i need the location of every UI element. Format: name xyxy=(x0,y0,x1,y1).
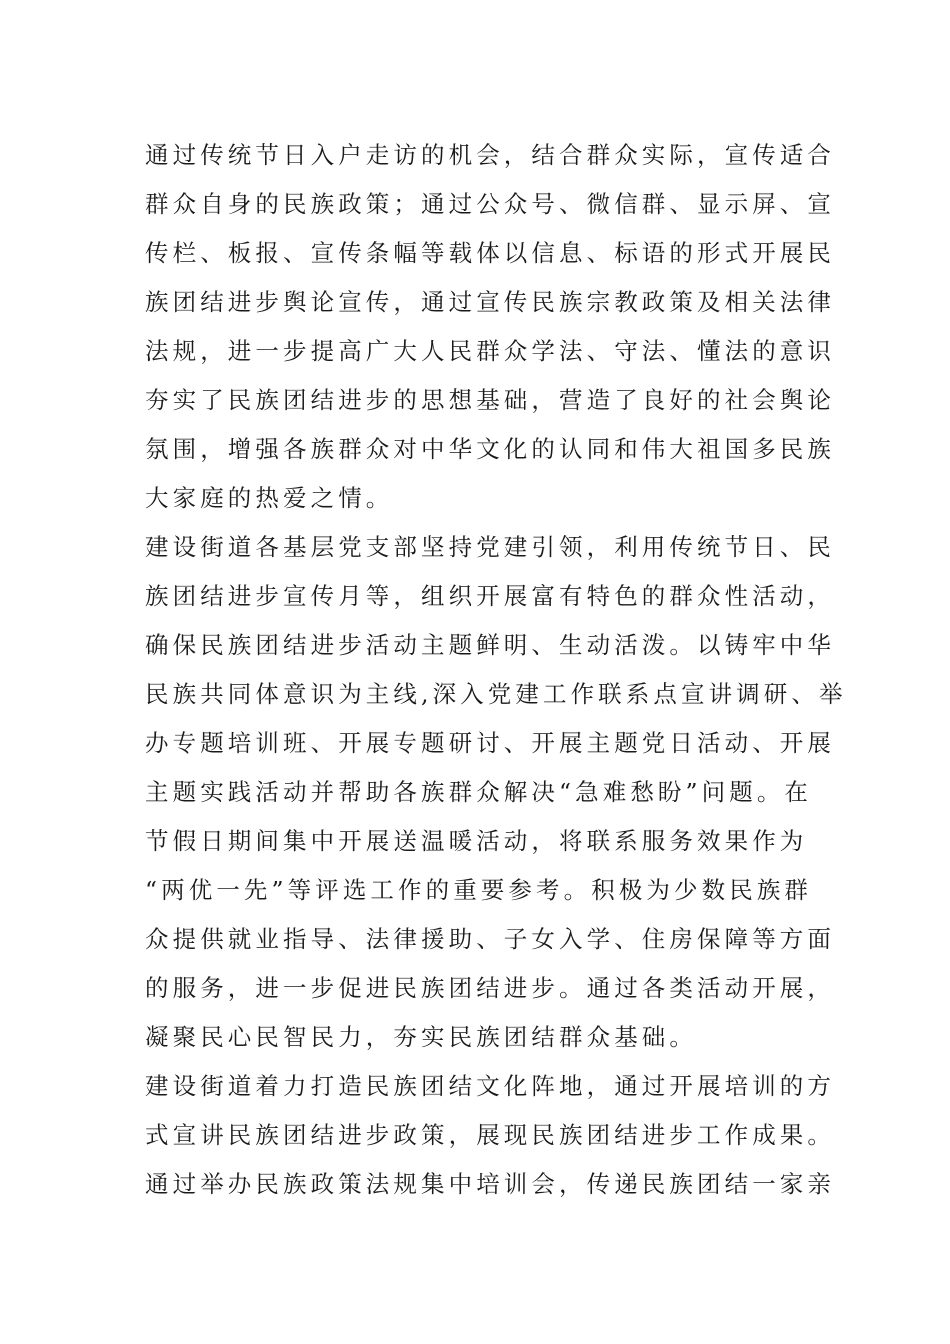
text-line: 夯实了民族团结进步的思想基础，营造了良好的社会舆论 xyxy=(145,386,835,414)
text-line: 节假日期间集中开展送温暖活动，将联系服务效果作为 xyxy=(145,827,808,855)
text-line: 群众自身的民族政策；通过公众号、微信群、显示屏、宣 xyxy=(145,190,835,218)
text-line: 通过举办民族政策法规集中培训会，传递民族团结一家亲 xyxy=(145,1170,835,1198)
text-line: 主题实践活动并帮助各族群众解决“急难愁盼”问题。在 xyxy=(145,778,813,806)
text-line: 传栏、板报、宣传条幅等载体以信息、标语的形式开展民 xyxy=(145,239,835,267)
text-line: 大家庭的热爱之情。 xyxy=(145,484,394,512)
text-line: 建设街道各基层党支部坚持党建引领，利用传统节日、民 xyxy=(145,533,835,561)
text-line: 通过传统节日入户走访的机会，结合群众实际，宣传适合 xyxy=(145,141,835,169)
text-line: “两优一先”等评选工作的重要参考。积极为少数民族群 xyxy=(145,876,813,904)
text-line: 法规，进一步提高广大人民群众学法、守法、懂法的意识 xyxy=(145,337,835,365)
text-line: 办专题培训班、开展专题研讨、开展主题党日活动、开展 xyxy=(145,729,835,757)
text-line: 建设街道着力打造民族团结文化阵地，通过开展培训的方 xyxy=(145,1072,835,1100)
text-line: 凝聚民心民智民力，夯实民族团结群众基础。 xyxy=(145,1023,697,1051)
text-line: 民族共同体意识为主线,深入党建工作联系点宣讲调研、举 xyxy=(145,680,847,708)
text-line: 式宣讲民族团结进步政策，展现民族团结进步工作成果。 xyxy=(145,1121,835,1149)
text-line: 确保民族团结进步活动主题鲜明、生动活泼。以铸牢中华 xyxy=(145,631,835,659)
text-line: 的服务，进一步促进民族团结进步。通过各类活动开展， xyxy=(145,974,835,1002)
text-line: 众提供就业指导、法律援助、子女入学、住房保障等方面 xyxy=(145,925,835,953)
text-line: 族团结进步宣传月等，组织开展富有特色的群众性活动， xyxy=(145,582,835,610)
body-text xyxy=(145,131,847,1209)
text-line: 族团结进步舆论宣传，通过宣传民族宗教政策及相关法律 xyxy=(145,288,835,316)
text-line: 氛围，增强各族群众对中华文化的认同和伟大祖国多民族 xyxy=(145,435,835,463)
